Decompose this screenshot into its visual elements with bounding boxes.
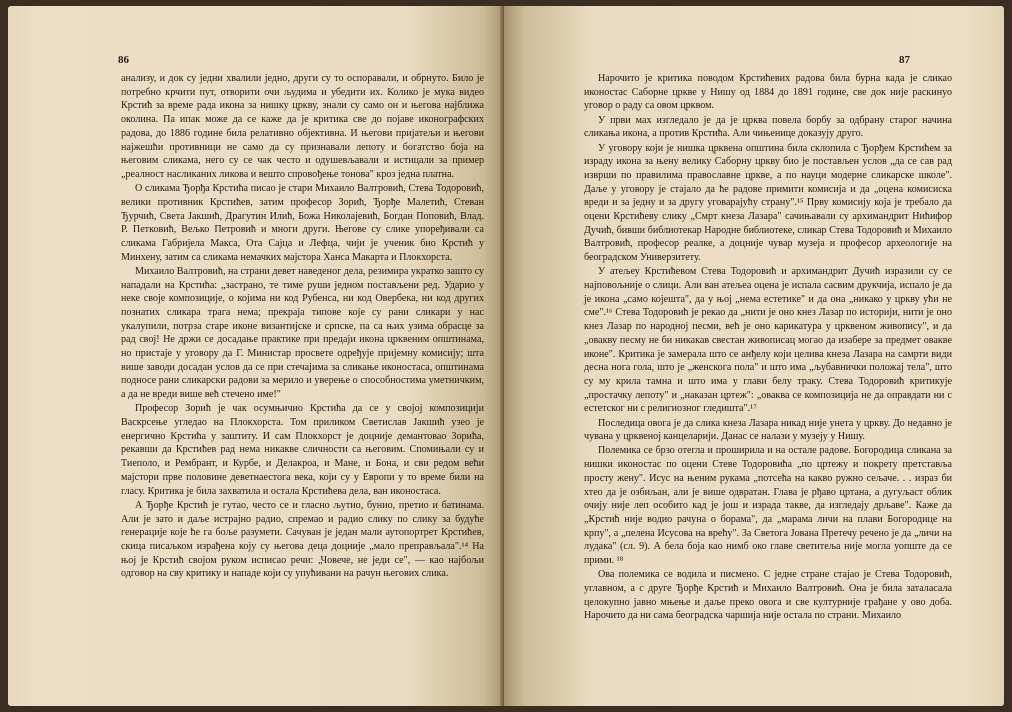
- paragraph: Полемика се брзо отегла и проширила и на остале радове. Богородица сликана за нишки иконостас по оцени Стеве Тодоровића „по цртежу и покрету претставља просту жену". Исус на њеним рукама „потсећа на какво ружно сељаче. . . израз би хтео да је озбиљан, али је више одвратан. Глава је рђаво цртана, а дугуљаст облик очију није леп особито кад је још и израда такве, да изгледају дрљаве". Каже да „Крстић није водио рачуна о борама", да „марама личи на плави Богородице на крпу", а „пелена Исусова на врећу". За Светога Јована Претечу речено је да „личи на лудака" (сл. 9). А бела боја као нимб око главе светитеља није могла уопште да се прими. ¹⁸: [584, 445, 952, 567]
- paragraph: У атељеу Крстићевом Стева Тодоровић и архимандрит Дучић изразили су се најповољније о слици. Али ван атељеа оцена је испала сасвим друкчија, испало је да је икона „само којешта", да у њој „нема естетике" и да она „никако у цркву ући не сме".¹⁶ Стева Тодоровић је рекао да „нити је оно кнез Лазар по историји, нити је оно кнез Лазар по народној песми, већ је оно карикатура у црквеном живопису", и да „овакву песму не би никакав свестан живописац могао да изабере за предмет овакве иконе". Критика је замерала што се анђелу који целива кнеза Лазара на самрти види десна нога гола, што је „женскога пола" и што има „љубавнички положај тела", што су му крила тамна и што има у глави белу траку. Стева Тодоровић критикује „простачку лепоту" и „наказан цртеж": „оваква се композиција не да оправдати ни с естетског ни с религиозног гледишта".¹⁷: [584, 266, 952, 415]
- paragraph: Нарочито је критика поводом Крстићевих радова била бурна када је сликао иконостас Саборне цркве у Нишу од 1884 до 1891 године, све док није раскинуо уговор о раду са овом црквом.: [584, 73, 952, 112]
- paragraph: А Ђорђе Крстић је гутао, често се и гласно љутио, бунио, претио и батинама. Али је зато и даље истрајно радио, спремао и радио слику по слику за будуће генерације које ће га боље разумети. Сачуван је један мали аутопортрет Крстићев, скица писаљком израђена коју су његова деца доцније „мало преправљала".¹⁴ На њој је Крстић својом руком исписао речи: „Човече, не једи се", — као најбољи одговор на сву критику и нападе који су упућивани на рачун његових слика.: [121, 499, 484, 580]
- paragraph: Михаило Валтровић, на страни девет наведеног дела, резимира укратко зашто су нападали на Крстића: „застрано, те тиме руши једном постављени ред. Ударио у неке своје композиције, о којима ни код Рубенса, ни код Овербека, ни код других познатих сликара трага нема; прекраја типове које су рани сликари у нас укалупили, потрза старе иконе византијске и српске, па са њих узима обрасце за рад свој! Не држи се досадање практике при предаји икона црквеним општинама, но пристаје у уговору да Г. Министар просвете одређује пријемну комисију; шта више заводи досадан услов да се при стечајима за сликање иконостаса, општинама подносе рани сликарски радови за мерило и уверење о способностима уметничким, а да не вреди више већ стечено име!": [121, 265, 484, 401]
- paragraph: О сликама Ђорђа Крстића писао је стари Михаило Валтровић, Стева Тодоровић, велики противник Крстићев, затим професор Зорић, Ђорђе Малетић, Стеван Ђурчић, Света Јакшић, Драгутин Илић, Божа Николајевић, Богдан Поповић, Влад. Р. Петковић, Вељко Петровић и многи други. Његове су слике упоређивали са сликама Габријела Макса, Ота Сајца и Лефца, чији је ученик био Крстић у Минхену, затим са сликама немачких мајстора Ханса Макарта и Плокхорста.: [121, 183, 484, 263]
- page-number-left: 86: [118, 54, 129, 66]
- paragraph: анализу, и док су једни хвалили једно, други су то оспоравали, и обрнуто. Било је потребно крчити пут, отворити очи људима и убедити их. Колико је мука видео Крстић за време рада икона за нишку цркву, знали су само он и његова најближа околина. Па ипак може да се каже да је критика све до појаве иконографских радова, до 1886 године била релативно објективна. И његови пријатељи и његови најжешћи противници не само да су признавали лепоту и богатство боја на његовим сликама, него су се чак често и одушевљавали и истицали за пример „реалност насликаних ликова и вешто спровођење тонова" кроз једна платна.: [121, 73, 484, 180]
- right-page-text: [584, 72, 952, 623]
- page-number-right: 87: [899, 54, 910, 66]
- left-page-text: [121, 72, 484, 581]
- left-page: [8, 6, 504, 706]
- right-page: [504, 6, 1004, 706]
- paragraph: Професор Зорић је чак осумњичио Крстића да се у својој композицији Васкрсење угледао на Плокхорста. Том приликом Светислав Јакшић узео је енергично Крстића у заштиту. И сам Плокхорст је доцније демантовао Зорића, рекавши да Крстићев рад нема никакве сличности са његовим. Спомињали су и Тиеполо, и Рембрант, и Курбе, и Делакроа, и Мане, и Бона, и сви редом већи мајстори прве половине деветнаестога века, који су у Европи у то време били на гласу. Критика је била захватила и остала Крстићева дела, ван иконостаса.: [121, 403, 484, 497]
- paragraph: У уговору који је нишка црквена општина била склопила с Ђорђем Крстићем за израду икона за њену велику Саборну цркву био је постављен услов „да се сав рад изврши по правилима православне цркве, а по науци модерне сликарске школе". Даље у уговору је стајало да ће радове примити комисија и да „оцена комисиска вреди и за једну и за другу уговарајућу страну".¹⁵ Прву комисију која је требало да оцени Крстићеву слику „Смрт кнеза Лазара" сачињавали су архимандрит Нићифор Дучић, бивши библиотекар Народне библиотеке, сликар Стева Тодоровић и Михаило Валтровић, професор реалке, а доцније чувар музеја и професор археологије на београдском Универзитету.: [584, 142, 952, 264]
- paragraph: Последица овога је да слика кнеза Лазара никад није унета у цркву. До недавно је чувана у црквеној канцеларији. Данас се налази у музеју у Нишу.: [584, 417, 952, 443]
- paragraph: У први мах изгледало је да је црква повела борбу за одбрану старог начина сликања икона, а против Крстића. Али чињенице доказују друго.: [584, 114, 952, 140]
- paragraph: Ова полемика се водила и писмено. С једне стране стајао је Стева Тодоровић, углавном, а с друге Ђорђе Крстић и Михаило Валтровић. Она је била заталасала целокупно јавно мњење и даље преко овога и све културније грађане у ово доба. Нарочито да ни сама београдска чаршија није остала по страни. Михаило: [584, 569, 952, 622]
